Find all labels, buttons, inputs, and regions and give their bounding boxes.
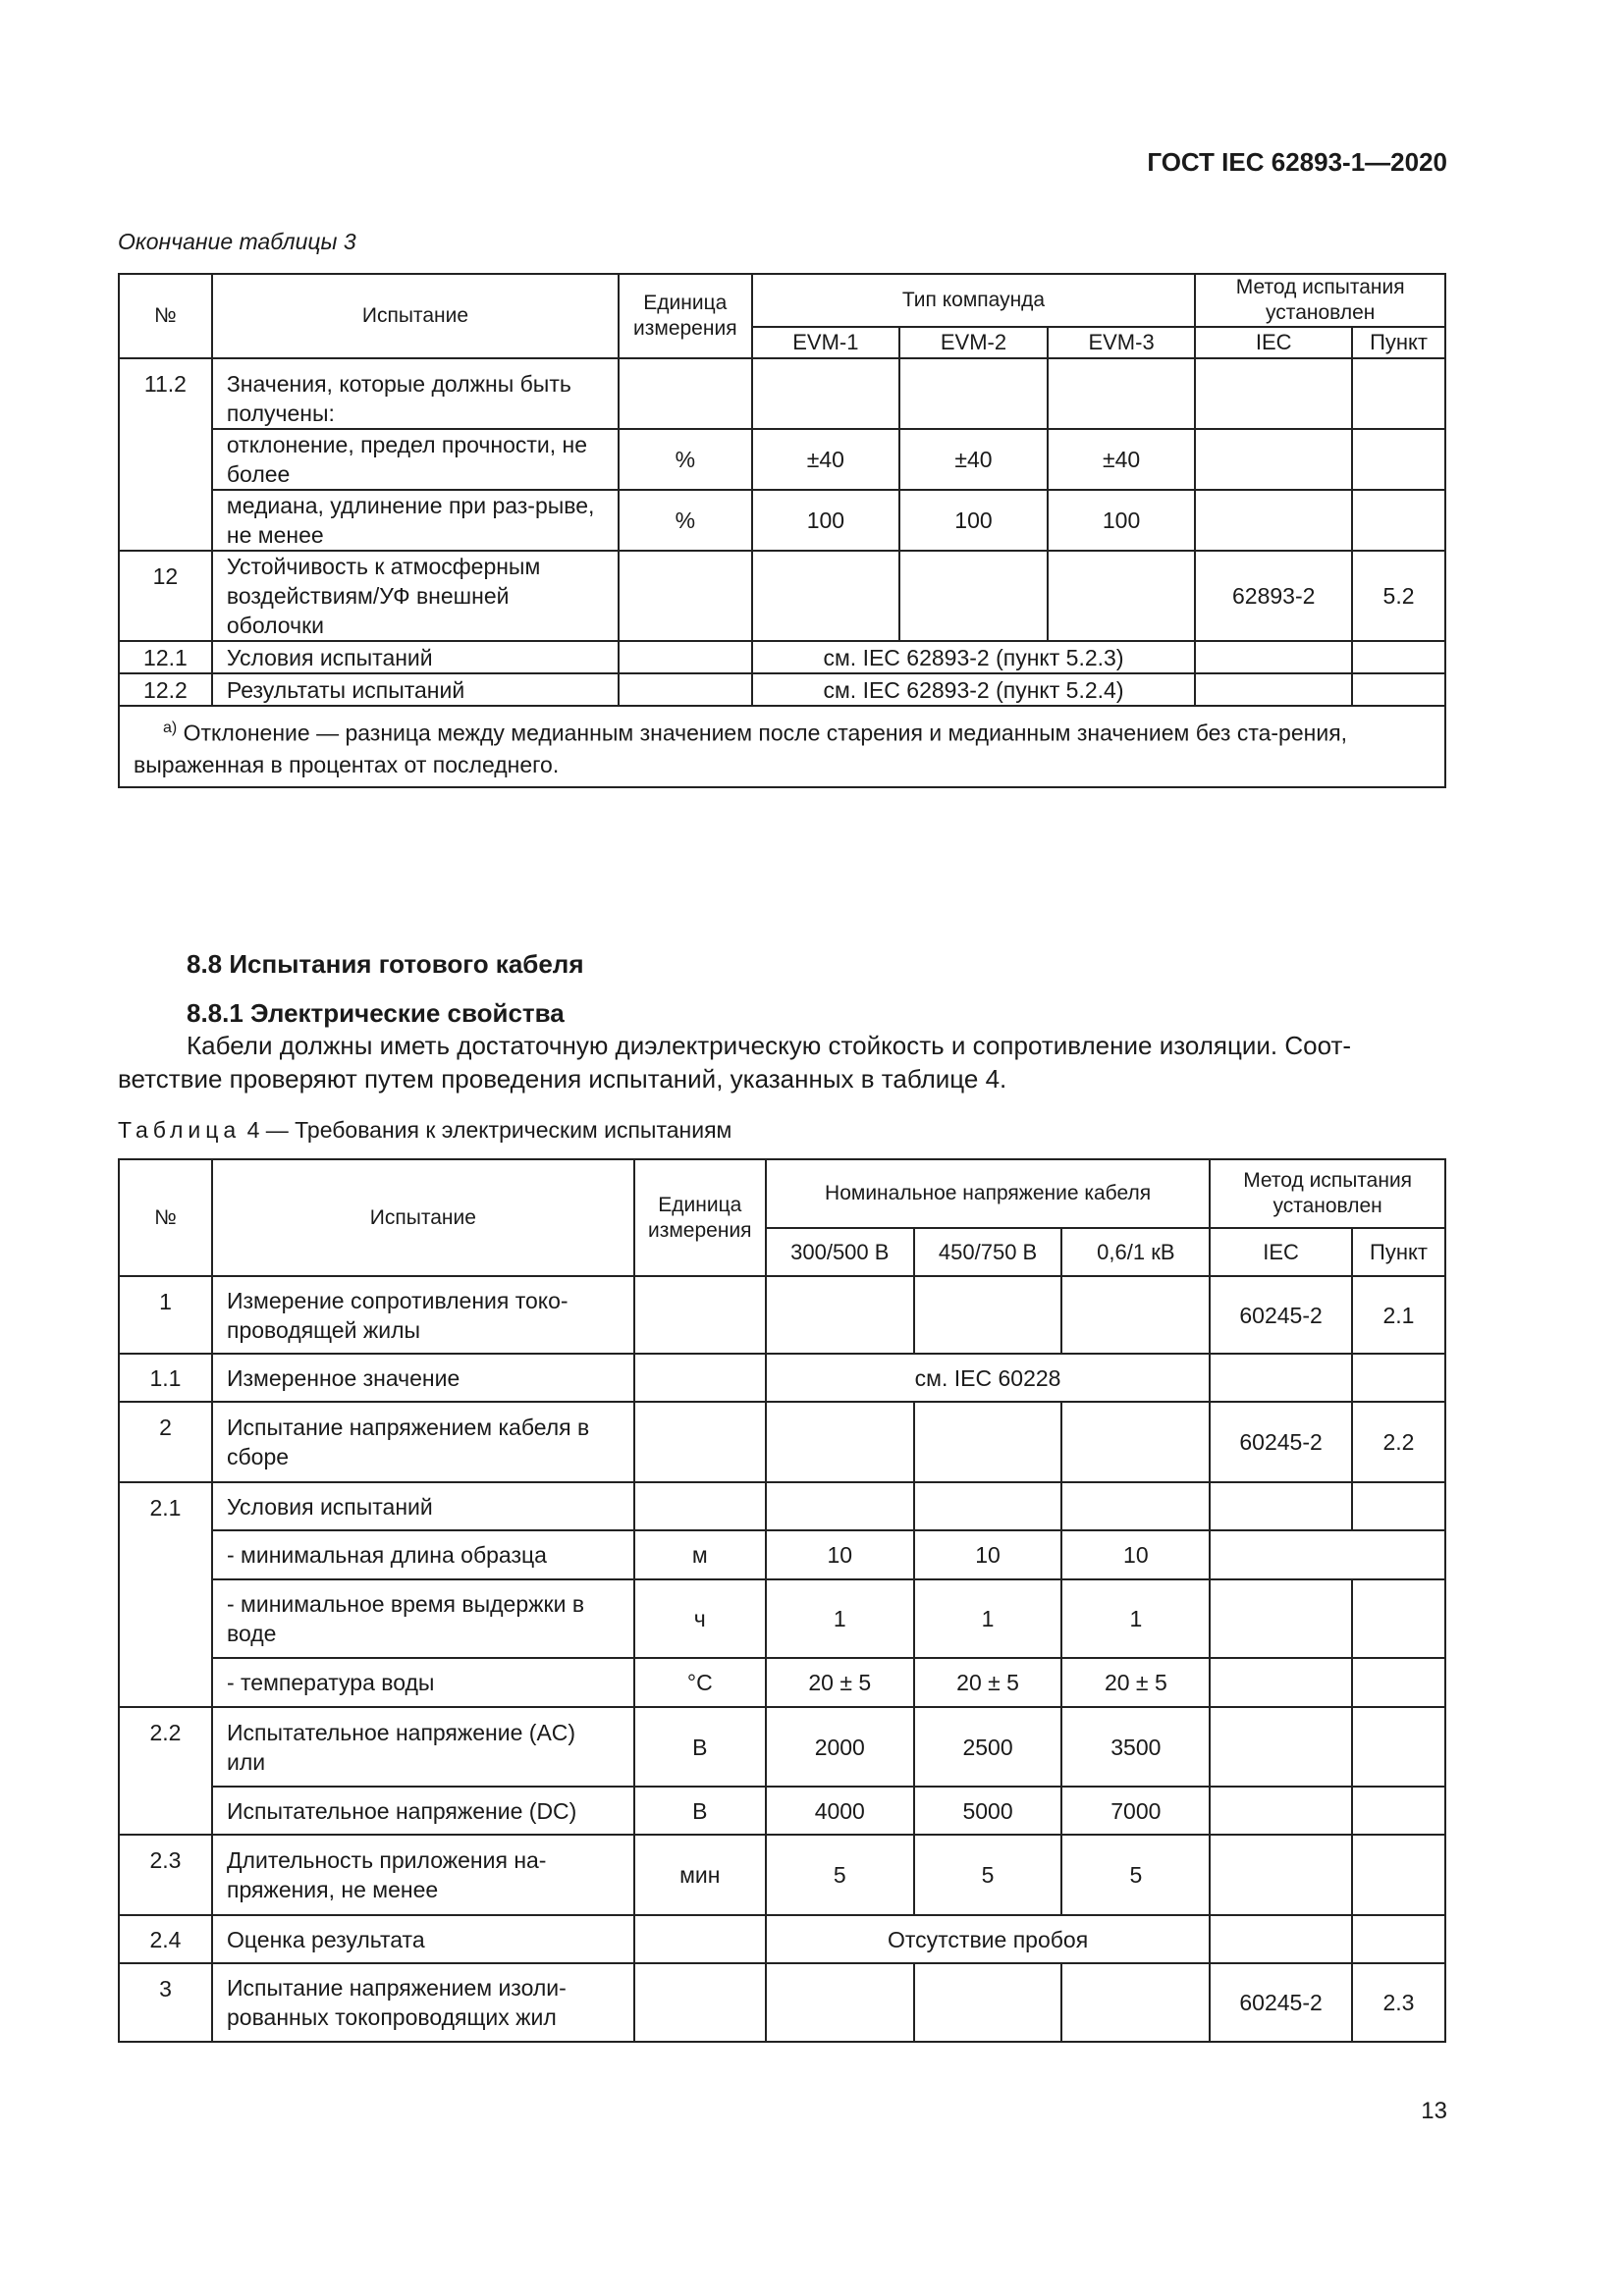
cell-clause: 2.1 bbox=[1352, 1276, 1445, 1354]
section-8-8-1-text bbox=[118, 1029, 1446, 1095]
header-iec: IEC bbox=[1195, 327, 1352, 358]
table-row bbox=[119, 551, 1445, 641]
table-row bbox=[119, 1658, 1445, 1707]
cell-no: 1.1 bbox=[119, 1354, 212, 1402]
header-voltage-450-750: 450/750 В bbox=[914, 1228, 1062, 1276]
table-3 bbox=[118, 273, 1446, 788]
header-method: Метод испытания установлен bbox=[1195, 274, 1445, 327]
cell-value: 10 bbox=[766, 1530, 914, 1579]
header-method: Метод испытания установлен bbox=[1210, 1159, 1445, 1228]
table-row bbox=[119, 1579, 1445, 1658]
cell-unit: м bbox=[634, 1530, 766, 1579]
cell-iec bbox=[1210, 1482, 1352, 1530]
header-no: № bbox=[119, 274, 212, 358]
cell-clause bbox=[1352, 1579, 1445, 1658]
header-no: № bbox=[119, 1159, 212, 1276]
cell-no: 3 bbox=[119, 1963, 212, 2042]
table-row bbox=[119, 673, 1445, 706]
cell-iec bbox=[1195, 490, 1352, 551]
cell-test: - минимальная длина образца bbox=[212, 1530, 634, 1579]
cell-value: 1 bbox=[914, 1579, 1062, 1658]
cell-test: Оценка результата bbox=[212, 1915, 634, 1963]
cell-clause bbox=[1352, 1915, 1445, 1963]
cell-value bbox=[1048, 551, 1196, 641]
footnote-mark: a) bbox=[163, 720, 178, 736]
cell-no: 2.4 bbox=[119, 1915, 212, 1963]
header-evm2: EVM-2 bbox=[899, 327, 1048, 358]
cell-unit: ч bbox=[634, 1579, 766, 1658]
cell-value: 20 ± 5 bbox=[766, 1658, 914, 1707]
header-voltage-300-500: 300/500 В bbox=[766, 1228, 914, 1276]
cell-no: 2.1 bbox=[119, 1482, 212, 1707]
cell-value: 5 bbox=[1061, 1835, 1210, 1915]
table3-continuation-caption: Окончание таблицы 3 bbox=[118, 229, 356, 254]
page-number: 13 bbox=[1421, 2098, 1447, 2124]
cell-test: - минимальное время выдержки в воде bbox=[212, 1579, 634, 1658]
cell-iec bbox=[1195, 358, 1352, 429]
cell-value: ±40 bbox=[1048, 429, 1196, 490]
cell-test: медиана, удлинение при раз-рыве, не менее bbox=[212, 490, 619, 551]
cell-iec bbox=[1210, 1579, 1352, 1658]
cell-value: 1 bbox=[1061, 1579, 1210, 1658]
cell-test: Испытание напряжением кабеля в сборе bbox=[212, 1402, 634, 1482]
cell-unit bbox=[619, 673, 752, 706]
header-voltage-0-6-1: 0,6/1 кВ bbox=[1061, 1228, 1210, 1276]
cell-test: Испытательное напряжение (AC) или bbox=[212, 1707, 634, 1787]
cell-value: ±40 bbox=[752, 429, 900, 490]
cell-value: 100 bbox=[1048, 490, 1196, 551]
cell-value bbox=[914, 1402, 1062, 1482]
cell-value: 10 bbox=[914, 1530, 1062, 1579]
cell-unit bbox=[634, 1354, 766, 1402]
cell-clause bbox=[1352, 1835, 1445, 1915]
cell-iec bbox=[1210, 1707, 1352, 1787]
cell-iec: 60245-2 bbox=[1210, 1276, 1352, 1354]
table-row bbox=[119, 641, 1445, 673]
cell-unit bbox=[619, 358, 752, 429]
cell-value bbox=[914, 1482, 1062, 1530]
cell-iec bbox=[1210, 1658, 1352, 1707]
cell-value bbox=[1061, 1276, 1210, 1354]
header-unit: Единица измерения bbox=[634, 1159, 766, 1276]
table4-caption-label: Таблица bbox=[118, 1117, 242, 1143]
cell-value: 20 ± 5 bbox=[914, 1658, 1062, 1707]
table-row bbox=[119, 1835, 1445, 1915]
cell-no: 2 bbox=[119, 1402, 212, 1482]
cell-unit: °С bbox=[634, 1658, 766, 1707]
cell-unit bbox=[634, 1915, 766, 1963]
cell-iec bbox=[1210, 1835, 1352, 1915]
cell-value: 5000 bbox=[914, 1787, 1062, 1835]
table-footnote-row bbox=[119, 706, 1445, 787]
cell-value: 3500 bbox=[1061, 1707, 1210, 1787]
cell-clause bbox=[1352, 1787, 1445, 1835]
cell-test: Испытание напряжением изоли-рованных токопроводящих жил bbox=[212, 1963, 634, 2042]
cell-iec bbox=[1210, 1787, 1352, 1835]
cell-value bbox=[899, 551, 1048, 641]
cell-no: 2.3 bbox=[119, 1835, 212, 1915]
cell-value: 2500 bbox=[914, 1707, 1062, 1787]
cell-value bbox=[914, 1276, 1062, 1354]
header-compound-type: Тип компаунда bbox=[752, 274, 1196, 327]
cell-merged: см. IEC 62893-2 (пункт 5.2.3) bbox=[752, 641, 1196, 673]
cell-no: 11.2 bbox=[119, 358, 212, 551]
table-row bbox=[119, 358, 1445, 429]
header-voltage: Номинальное напряжение кабеля bbox=[766, 1159, 1210, 1228]
cell-test: Условия испытаний bbox=[212, 1482, 634, 1530]
header-test: Испытание bbox=[212, 1159, 634, 1276]
table-row bbox=[119, 1354, 1445, 1402]
table-row bbox=[119, 1276, 1445, 1354]
cell-clause bbox=[1352, 358, 1445, 429]
table-row bbox=[119, 1482, 1445, 1530]
section-8-8-title: 8.8 Испытания готового кабеля bbox=[187, 949, 584, 979]
cell-value bbox=[766, 1402, 914, 1482]
cell-value bbox=[766, 1276, 914, 1354]
cell-iec: 60245-2 bbox=[1210, 1402, 1352, 1482]
cell-iec bbox=[1210, 1354, 1352, 1402]
cell-iec bbox=[1210, 1530, 1445, 1579]
header-clause: Пункт bbox=[1352, 1228, 1445, 1276]
header-iec: IEC bbox=[1210, 1228, 1352, 1276]
cell-value bbox=[899, 358, 1048, 429]
cell-merged: см. IEC 60228 bbox=[766, 1354, 1210, 1402]
header-evm3: EVM-3 bbox=[1048, 327, 1196, 358]
cell-iec: 62893-2 bbox=[1195, 551, 1352, 641]
cell-test: Значения, которые должны быть получены: bbox=[212, 358, 619, 429]
cell-clause: 2.2 bbox=[1352, 1402, 1445, 1482]
cell-iec bbox=[1195, 641, 1352, 673]
cell-unit bbox=[634, 1482, 766, 1530]
table-row bbox=[119, 1963, 1445, 2042]
document-code: ГОСТ IEC 62893-1—2020 bbox=[1147, 147, 1447, 177]
cell-unit bbox=[634, 1402, 766, 1482]
table4-caption-title: 4 — Требования к электрическим испытаниям bbox=[246, 1117, 732, 1143]
cell-value: 1 bbox=[766, 1579, 914, 1658]
cell-no: 1 bbox=[119, 1276, 212, 1354]
cell-value: ±40 bbox=[899, 429, 1048, 490]
cell-value: 10 bbox=[1061, 1530, 1210, 1579]
header-clause: Пункт bbox=[1352, 327, 1445, 358]
table-row bbox=[119, 1402, 1445, 1482]
cell-no: 2.2 bbox=[119, 1707, 212, 1835]
cell-value bbox=[752, 358, 900, 429]
cell-value bbox=[766, 1482, 914, 1530]
cell-clause: 2.3 bbox=[1352, 1963, 1445, 2042]
table-row bbox=[119, 1707, 1445, 1787]
cell-value: 4000 bbox=[766, 1787, 914, 1835]
header-unit: Единица измерения bbox=[619, 274, 752, 358]
header-test: Испытание bbox=[212, 274, 619, 358]
cell-clause bbox=[1352, 490, 1445, 551]
cell-clause bbox=[1352, 641, 1445, 673]
cell-unit: В bbox=[634, 1787, 766, 1835]
cell-value: 2000 bbox=[766, 1707, 914, 1787]
cell-clause bbox=[1352, 1707, 1445, 1787]
table-row bbox=[119, 1787, 1445, 1835]
header-evm1: EVM-1 bbox=[752, 327, 900, 358]
table-4 bbox=[118, 1158, 1446, 2043]
cell-merged: Отсутствие пробоя bbox=[766, 1915, 1210, 1963]
cell-value: 5 bbox=[914, 1835, 1062, 1915]
cell-test: Результаты испытаний bbox=[212, 673, 619, 706]
cell-test: Испытательное напряжение (DC) bbox=[212, 1787, 634, 1835]
cell-unit: % bbox=[619, 429, 752, 490]
cell-value: 100 bbox=[752, 490, 900, 551]
cell-value: 20 ± 5 bbox=[1061, 1658, 1210, 1707]
cell-clause bbox=[1352, 673, 1445, 706]
cell-unit: мин bbox=[634, 1835, 766, 1915]
cell-value bbox=[1061, 1402, 1210, 1482]
cell-iec bbox=[1210, 1915, 1352, 1963]
cell-clause bbox=[1352, 1354, 1445, 1402]
cell-merged: см. IEC 62893-2 (пункт 5.2.4) bbox=[752, 673, 1196, 706]
cell-unit: В bbox=[634, 1707, 766, 1787]
cell-unit bbox=[619, 551, 752, 641]
cell-value bbox=[1061, 1482, 1210, 1530]
table4-caption bbox=[118, 1117, 731, 1144]
cell-test: Измеренное значение bbox=[212, 1354, 634, 1402]
cell-test: отклонение, предел прочности, не более bbox=[212, 429, 619, 490]
cell-iec bbox=[1195, 673, 1352, 706]
cell-iec bbox=[1195, 429, 1352, 490]
cell-no: 12.1 bbox=[119, 641, 212, 673]
cell-value bbox=[914, 1963, 1062, 2042]
cell-clause bbox=[1352, 1658, 1445, 1707]
cell-unit bbox=[634, 1276, 766, 1354]
cell-value: 7000 bbox=[1061, 1787, 1210, 1835]
table-row bbox=[119, 429, 1445, 490]
cell-value bbox=[766, 1963, 914, 2042]
table3-footnote bbox=[119, 706, 1445, 787]
cell-unit: % bbox=[619, 490, 752, 551]
cell-clause bbox=[1352, 429, 1445, 490]
cell-clause: 5.2 bbox=[1352, 551, 1445, 641]
cell-test: - температура воды bbox=[212, 1658, 634, 1707]
cell-value bbox=[1048, 358, 1196, 429]
cell-unit bbox=[619, 641, 752, 673]
cell-value bbox=[1061, 1963, 1210, 2042]
cell-test: Измерение сопротивления токо-проводящей жилы bbox=[212, 1276, 634, 1354]
table-row bbox=[119, 1915, 1445, 1963]
cell-iec: 60245-2 bbox=[1210, 1963, 1352, 2042]
cell-no: 12 bbox=[119, 551, 212, 641]
cell-clause bbox=[1352, 1482, 1445, 1530]
footnote-text: Отклонение — разница между медианным значением после старения и медианным значением без ста-рения, выраженная в процентах от последнего. bbox=[134, 720, 1348, 777]
cell-no: 12.2 bbox=[119, 673, 212, 706]
cell-value: 5 bbox=[766, 1835, 914, 1915]
section-8-8-1-title: 8.8.1 Электрические свойства bbox=[187, 998, 565, 1028]
cell-value: 100 bbox=[899, 490, 1048, 551]
table-row bbox=[119, 490, 1445, 551]
cell-test: Условия испытаний bbox=[212, 641, 619, 673]
cell-unit bbox=[634, 1963, 766, 2042]
table-row bbox=[119, 1530, 1445, 1579]
cell-test: Длительность приложения на-пряжения, не менее bbox=[212, 1835, 634, 1915]
cell-test: Устойчивость к атмосферным воздействиям/УФ внешней оболочки bbox=[212, 551, 619, 641]
paragraph-text: Кабели должны иметь достаточную диэлектрическую стойкость и сопротивление изоляции. Соот-ветствие проверяют путем проведения испытаний, указанных в таблице 4. bbox=[118, 1031, 1352, 1094]
cell-value bbox=[752, 551, 900, 641]
